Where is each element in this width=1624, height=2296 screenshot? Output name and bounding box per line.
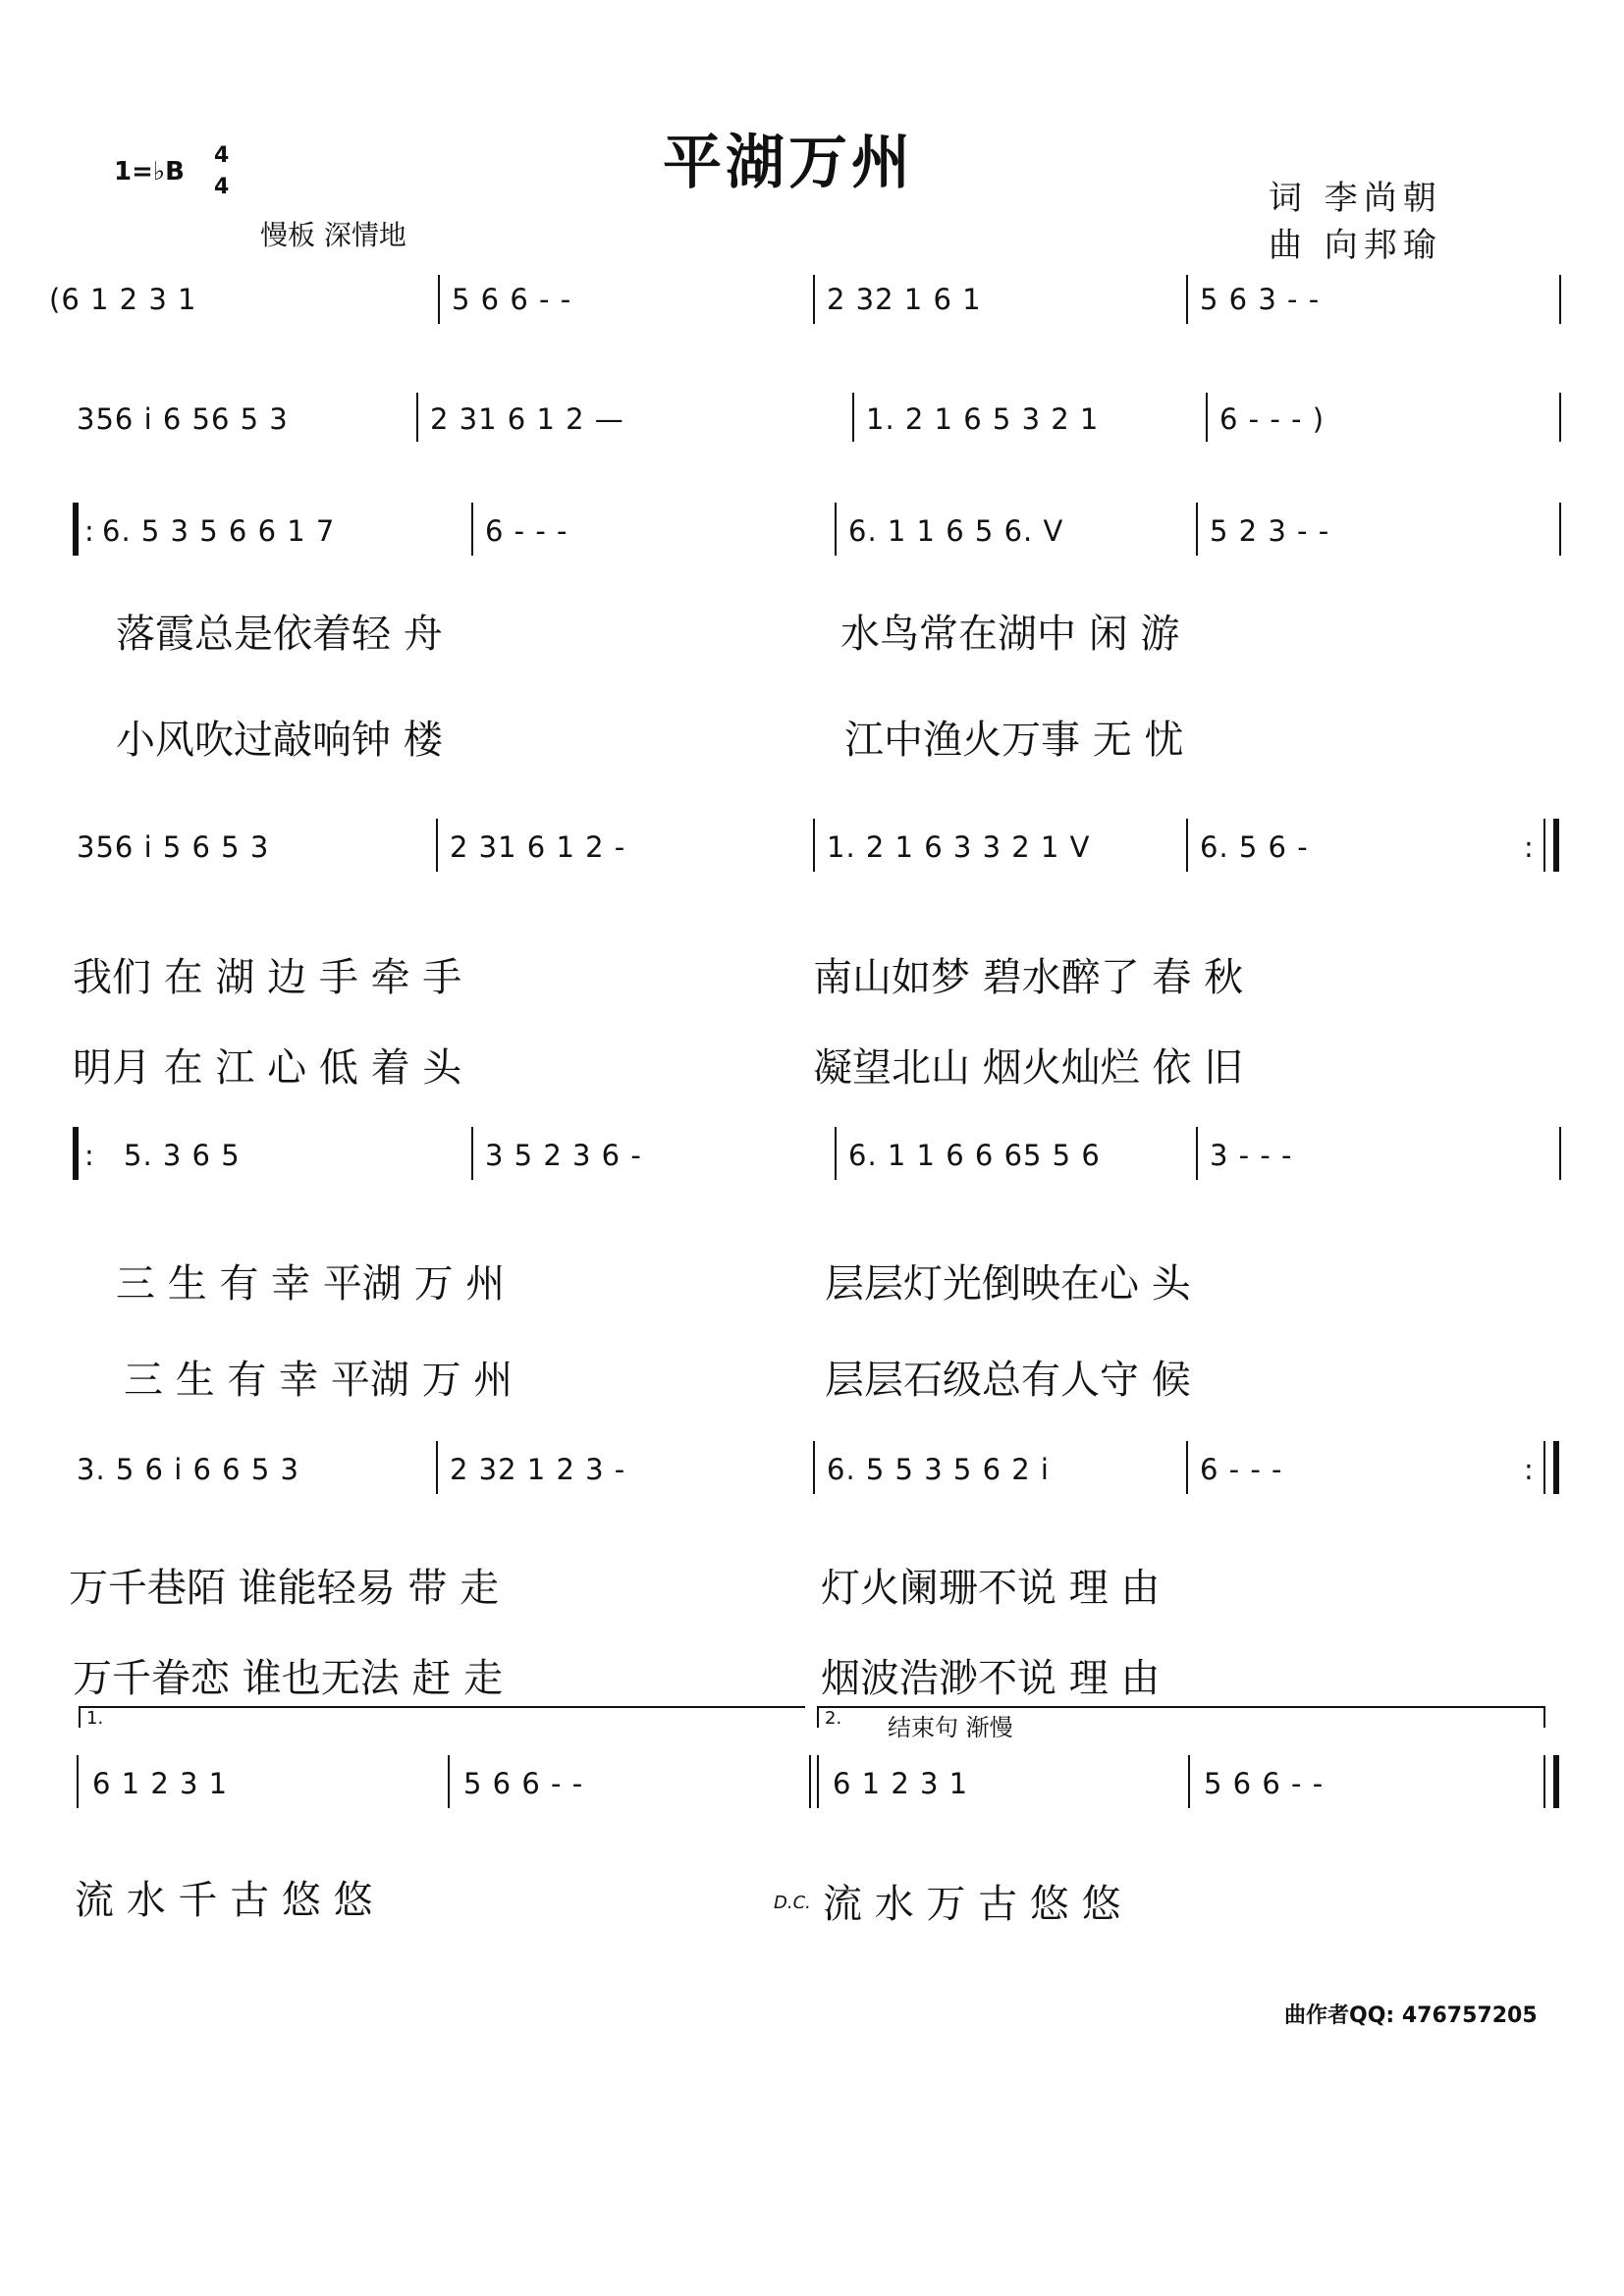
repeat-dots: : <box>84 1139 95 1172</box>
repeat-end <box>1553 1441 1559 1494</box>
barline <box>436 1441 438 1494</box>
lyric-line: 凝望北山 烟火灿烂 依 旧 <box>813 1045 1244 1091</box>
composer-qq: 曲作者QQ: 476757205 <box>1284 2003 1538 2028</box>
measure: 3 5 2 3 6 - <box>485 1139 642 1172</box>
barline <box>1196 1127 1198 1180</box>
barline <box>471 1127 473 1180</box>
barline <box>77 1755 79 1808</box>
lyric-line: 流 水 千 古 悠 悠 <box>75 1878 373 1923</box>
measure: 356 i 5 6 5 3 <box>77 830 270 864</box>
page-title: 平湖万州 <box>663 129 914 197</box>
measure: 2 31 6 1 2 — <box>430 402 624 436</box>
first-ending-label: 1. <box>86 1708 104 1729</box>
final-barline <box>1553 1755 1559 1808</box>
measure: 6. 5 6 - <box>1200 830 1309 864</box>
measure: 6. 5 3 5 6 6 1 7 <box>102 514 336 548</box>
barline <box>835 1127 837 1180</box>
measure: 5 6 3 - - <box>1200 283 1321 316</box>
repeat-start <box>73 503 79 556</box>
lyric-line: 我们 在 湖 边 手 牵 手 <box>73 955 462 1000</box>
measure: 5 6 6 - - <box>452 283 572 316</box>
time-signature-bottom: 4 <box>214 175 230 199</box>
measure: 3 - - - <box>1210 1139 1293 1172</box>
composer: 曲 向邦瑜 <box>1269 226 1442 265</box>
measure: 2 32 1 2 3 - <box>450 1453 626 1486</box>
ending-instruction: 结束句 渐慢 <box>888 1714 1013 1741</box>
second-ending-label: 2. <box>825 1708 842 1729</box>
repeat-end <box>1553 819 1559 872</box>
lyric-line: 层层灯光倒映在心 头 <box>825 1261 1191 1307</box>
measure: 2 31 6 1 2 - <box>450 830 626 864</box>
repeat-dots: : <box>84 514 95 548</box>
barline <box>809 1755 811 1808</box>
lyric-line: 灯火阑珊不说 理 由 <box>821 1566 1161 1611</box>
lyric-line: 江中渔火万事 无 忧 <box>844 718 1184 763</box>
measure: 1. 2 1 6 3 3 2 1 V <box>827 830 1091 864</box>
barline <box>416 393 418 442</box>
measure: 6. 5 5 3 5 6 2 i <box>827 1453 1050 1486</box>
measure: 5 6 6 - - <box>1204 1767 1325 1800</box>
lyric-line: 水鸟常在湖中 闲 游 <box>840 612 1180 657</box>
first-ending-bracket <box>79 1706 805 1728</box>
measure: 5 2 3 - - <box>1210 514 1330 548</box>
measure: 6 - - - <box>1200 1453 1283 1486</box>
barline <box>813 819 815 872</box>
lyric-line: 流 水 万 古 悠 悠 <box>823 1882 1121 1927</box>
measure: 2 32 1 6 1 <box>827 283 982 316</box>
barline <box>1543 1441 1545 1494</box>
barline <box>1559 275 1561 324</box>
time-signature-top: 4 <box>214 143 230 168</box>
barline <box>1559 503 1561 556</box>
measure: (6 1 2 3 1 <box>49 283 197 316</box>
barline <box>438 275 440 324</box>
barline <box>436 819 438 872</box>
measure: 6 - - - ) <box>1219 402 1326 436</box>
measure: 356 i 6 56 5 3 <box>77 402 289 436</box>
barline <box>1186 1441 1188 1494</box>
barline <box>1543 819 1545 872</box>
barline <box>1186 275 1188 324</box>
measure: 1. 2 1 6 5 3 2 1 <box>866 402 1100 436</box>
repeat-dots: : <box>1524 830 1535 864</box>
barline <box>1206 393 1208 442</box>
lyric-line: 三 生 有 幸 平湖 万 州 <box>124 1358 514 1403</box>
barline <box>813 275 815 324</box>
lyric-line: 明月 在 江 心 低 着 头 <box>73 1045 462 1091</box>
barline <box>835 503 837 556</box>
lyric-line: 万千眷恋 谁也无法 赶 走 <box>73 1656 504 1701</box>
barline <box>1559 393 1561 442</box>
barline <box>817 1755 819 1808</box>
lyric-line: 烟波浩渺不说 理 由 <box>821 1656 1161 1701</box>
barline <box>1186 819 1188 872</box>
barline <box>448 1755 450 1808</box>
key-signature: 1=♭B <box>114 157 185 187</box>
lyric-line: 层层石级总有人守 候 <box>825 1358 1191 1403</box>
barline <box>1543 1755 1545 1808</box>
measure: 6. 1 1 6 6 65 5 6 <box>848 1139 1101 1172</box>
barline <box>852 393 854 442</box>
barline <box>813 1441 815 1494</box>
repeat-dots: : <box>1524 1453 1535 1486</box>
lyric-line: 小风吹过敲响钟 楼 <box>116 718 443 763</box>
barline <box>1559 1127 1561 1180</box>
lyric-line: 落霞总是依着轻 舟 <box>116 612 443 657</box>
lyric-line: 南山如梦 碧水醉了 春 秋 <box>813 955 1244 1000</box>
da-capo-mark: D.C. <box>774 1893 811 1913</box>
repeat-start <box>73 1127 79 1180</box>
lyric-line: 万千巷陌 谁能轻易 带 走 <box>69 1566 500 1611</box>
measure: 6 1 2 3 1 <box>833 1767 969 1800</box>
measure: 6 1 2 3 1 <box>92 1767 229 1800</box>
barline <box>1196 503 1198 556</box>
lyricist: 词 李尚朝 <box>1269 179 1442 218</box>
measure: 3. 5 6 i 6 6 5 3 <box>77 1453 299 1486</box>
barline <box>1188 1755 1190 1808</box>
measure: 5 6 6 - - <box>463 1767 584 1800</box>
measure: 6 - - - <box>485 514 568 548</box>
lyric-line: 三 生 有 幸 平湖 万 州 <box>116 1261 506 1307</box>
barline <box>471 503 473 556</box>
tempo-marking: 慢板 深情地 <box>260 219 406 251</box>
measure: 6. 1 1 6 5 6. V <box>848 514 1064 548</box>
measure: 5. 3 6 5 <box>124 1139 241 1172</box>
